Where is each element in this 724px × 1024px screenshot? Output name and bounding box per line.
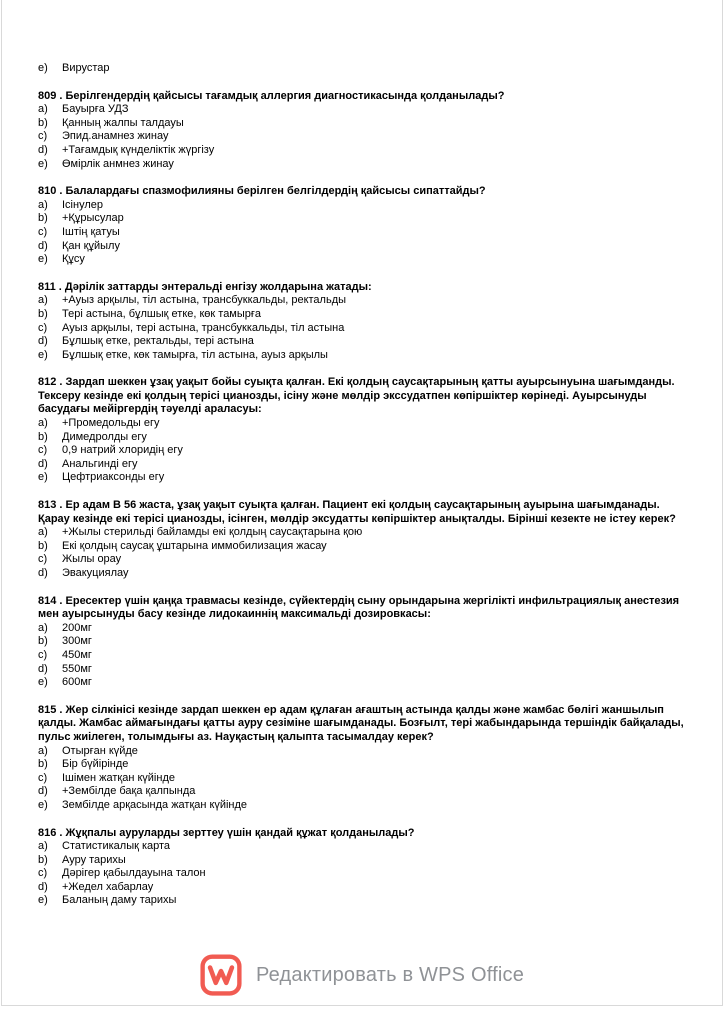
option-row (38, 322, 690, 336)
option-text: Бұлшық етке, көк тамырға, тіл астына, ауыз арқылы (62, 348, 328, 361)
option-row (38, 676, 690, 690)
option-label: a) (38, 621, 48, 634)
option-row (38, 745, 690, 759)
option-row (38, 158, 690, 172)
option-text: Ауру тарихы (62, 853, 126, 866)
option-text: Ішімен жатқан күйінде (62, 771, 175, 784)
option-row (38, 417, 690, 431)
option-row (38, 785, 690, 799)
option-row (38, 199, 690, 213)
option-label: b) (38, 430, 48, 443)
question-block (38, 185, 690, 267)
option-text: Ауыз арқылы, тері астына, трансбуккальды, тіл астына (62, 321, 345, 334)
option-text: 600мг (62, 676, 92, 689)
option-row (38, 540, 690, 554)
option-text: Баланың даму тарихы (62, 894, 177, 907)
edit-in-wps-button[interactable] (200, 954, 524, 996)
question-text: 809 . Берілгендердің қайсысы тағамдық аллергия диагностикасында қолданылады? (38, 89, 505, 102)
option-text: Отырған күйде (62, 744, 138, 757)
option-row (38, 103, 690, 117)
option-label: b) (38, 758, 48, 771)
option-row (38, 840, 690, 854)
option-label: b) (38, 635, 48, 648)
option-row (38, 226, 690, 240)
option-text: Құсу (62, 253, 85, 266)
option-row (38, 867, 690, 881)
option-label: e) (38, 798, 48, 811)
option-label: d) (38, 662, 48, 675)
option-text: Эпид.анамнез жинау (62, 130, 169, 143)
option-row (38, 553, 690, 567)
option-row (38, 567, 690, 581)
option-label: b) (38, 307, 48, 320)
option-text: 0,9 натрий хлоридің егу (62, 444, 183, 457)
option-row (38, 799, 690, 813)
question-text: 812 . Зардап шеккен ұзақ уақыт бойы суықта қалған. Екі қолдың саусақтарының қатты ауырсынуына шағымданды. Тексеру кезінде екі қолдың терісі цианозды, ісіну және мөлдір экссудатпен көпіршіктер көрінеді. Ауырсынуды басудағы мейіргердің тәуелді араласуы: (38, 376, 675, 416)
option-row (38, 649, 690, 663)
option-text: +Құрысулар (62, 212, 124, 225)
option-label: b) (38, 212, 48, 225)
question-options (38, 840, 690, 908)
option-text: Бір бүйірінде (62, 758, 129, 771)
option-label: a) (38, 103, 48, 116)
option-label: e) (38, 62, 48, 74)
option-text: 200мг (62, 621, 92, 634)
option-label: c) (38, 225, 48, 238)
question-options (38, 622, 690, 690)
option-text: Цефтриаксонды егу (62, 471, 165, 484)
option-text: +Зембілде бақа қалпында (62, 785, 196, 798)
question-options (38, 294, 690, 362)
option-text: 300мг (62, 635, 92, 648)
option-text: Вирустар (62, 62, 110, 74)
option-text: Тері астына, бұлшық етке, көк тамырға (62, 307, 262, 320)
question-block (38, 499, 690, 581)
option-label: d) (38, 457, 48, 470)
option-row (38, 294, 690, 308)
option-label: c) (38, 321, 48, 334)
option-text: +Промедольды егу (62, 417, 160, 430)
option-label: c) (38, 771, 48, 784)
option-label: d) (38, 567, 48, 579)
document-page (1, 0, 723, 1006)
option-row (38, 881, 690, 895)
option-row (38, 894, 690, 908)
option-label: e) (38, 348, 48, 361)
option-label: e) (38, 157, 48, 170)
option-text: +Тағамдық күнделіктік жүргізу (62, 143, 215, 156)
option-text: 550мг (62, 662, 92, 675)
option-label: d) (38, 785, 48, 798)
option-text: Өмірлік анмнез жинау (62, 157, 174, 170)
option-label: b) (38, 116, 48, 129)
option-row (38, 526, 690, 540)
option-label: e) (38, 253, 48, 266)
question-options (38, 417, 690, 485)
option-text: Эвакуциялау (62, 567, 129, 579)
option-row (38, 349, 690, 363)
option-text: Димедролды егу (62, 430, 147, 443)
option-text: Жылы орау (62, 553, 122, 566)
question-text: 813 . Ер адам В 56 жаста, ұзақ уақыт суықта қалған. Пациент екі қолдың саусақтарының ауырына шағымданады. Қарау кезінде екі терісі цианозды, ісінген, мөлдір эксудатты көпіршіктер анықталды. Бірінші кезекте не істеу керек? (38, 499, 676, 525)
option-text: Ісінулер (62, 198, 103, 211)
option-label: d) (38, 239, 48, 252)
question-text: 815 . Жер сілкінісі кезінде зардап шеккен ер адам құлаған ағаштың астында қалды және жамбас бөлігі жаншылып қалды. Жамбас аймағындағы қатты ауру сезіміне шағымданады. Бозғылт, тері жабындарында тершіндік байқалады, пульс жиілеген, толымдығы аз. Науқастың қалыпта тасымалдау керек? (38, 703, 684, 743)
option-label: c) (38, 867, 48, 880)
question-options (38, 745, 690, 813)
option-text: Қанның жалпы талдауы (62, 116, 184, 129)
question-options (38, 199, 690, 267)
question-block (38, 595, 690, 690)
option-label: d) (38, 880, 48, 893)
option-text: +Жылы стерильді байламды екі қолдың саусақтарына қою (62, 526, 363, 539)
option-text: Бауырға УДЗ (62, 103, 129, 116)
option-row (38, 253, 690, 267)
question-options (38, 103, 690, 171)
question-block (38, 281, 690, 363)
option-row (38, 130, 690, 144)
option-text: +Жедел хабарлау (62, 880, 154, 893)
question-block (38, 704, 690, 813)
option-label: a) (38, 294, 48, 307)
option-label: e) (38, 676, 48, 689)
option-label: a) (38, 840, 48, 853)
question-text: 814 . Ересектер үшін қаңқа травмасы кезінде, сүйектердің сыну орындарына жергілікті инфильтрациялық анестезия мен ауырсынуды басу кезінде лидокаиннің максимальді дозировкасы: (38, 594, 680, 621)
option-text: Екі қолдың саусақ ұштарына иммобилизация жасау (62, 539, 327, 552)
option-row (38, 663, 690, 677)
option-row (38, 622, 690, 636)
question-text: 810 . Балалардағы спазмофилияны берілген белгілдердің қайсысы сипаттайды? (38, 185, 486, 198)
option-text: Статистикалық карта (62, 840, 171, 853)
option-row (38, 308, 690, 322)
option-label: c) (38, 444, 48, 457)
option-label: c) (38, 553, 48, 566)
option-label: e) (38, 471, 48, 484)
option-row (38, 458, 690, 472)
option-label: b) (38, 539, 48, 552)
wps-w-logo-icon (200, 954, 242, 996)
option-label: a) (38, 198, 48, 211)
option-row (38, 471, 690, 485)
option-label: a) (38, 417, 48, 430)
option-text: Бұлшық етке, ректальды, тері астына (62, 335, 254, 348)
option-row (38, 758, 690, 772)
question-block (38, 376, 690, 485)
option-row (38, 335, 690, 349)
option-label: d) (38, 143, 48, 156)
option-label: c) (38, 648, 48, 661)
document-content (2, 0, 722, 908)
option-row (38, 117, 690, 131)
option-row (38, 431, 690, 445)
option-label: a) (38, 526, 48, 539)
option-text: +Ауыз арқылы, тіл астына, трансбуккальды, ректальды (62, 294, 347, 307)
option-text: Анальгинді егу (62, 457, 138, 470)
question-block (38, 827, 690, 909)
wps-footer-bar (2, 954, 722, 996)
option-row (38, 62, 690, 76)
option-text: Іштің қатуы (62, 225, 120, 238)
option-text: Дәрігер қабылдауына талон (62, 867, 206, 880)
option-text: 450мг (62, 648, 92, 661)
option-row (38, 772, 690, 786)
option-row (38, 635, 690, 649)
option-text: Зембілде арқасында жатқан күйінде (62, 798, 248, 811)
option-row (38, 212, 690, 226)
option-row (38, 444, 690, 458)
question-options (38, 526, 690, 580)
option-row (38, 854, 690, 868)
option-row (38, 240, 690, 254)
option-text: Қан құйылу (62, 239, 120, 252)
option-label: d) (38, 335, 48, 348)
edit-in-wps-label: Редактировать в WPS Office (255, 963, 525, 986)
option-label: e) (38, 894, 48, 907)
question-text: 816 . Жұқпалы ауруларды зерттеу үшін қандай құжат қолданылады? (38, 826, 415, 839)
option-row (38, 144, 690, 158)
question-text: 811 . Дәрілік заттарды энтеральді енгізу жолдарына жатады: (38, 280, 372, 293)
option-label: b) (38, 853, 48, 866)
question-block (38, 90, 690, 172)
option-label: c) (38, 130, 48, 143)
option-label: a) (38, 744, 48, 757)
